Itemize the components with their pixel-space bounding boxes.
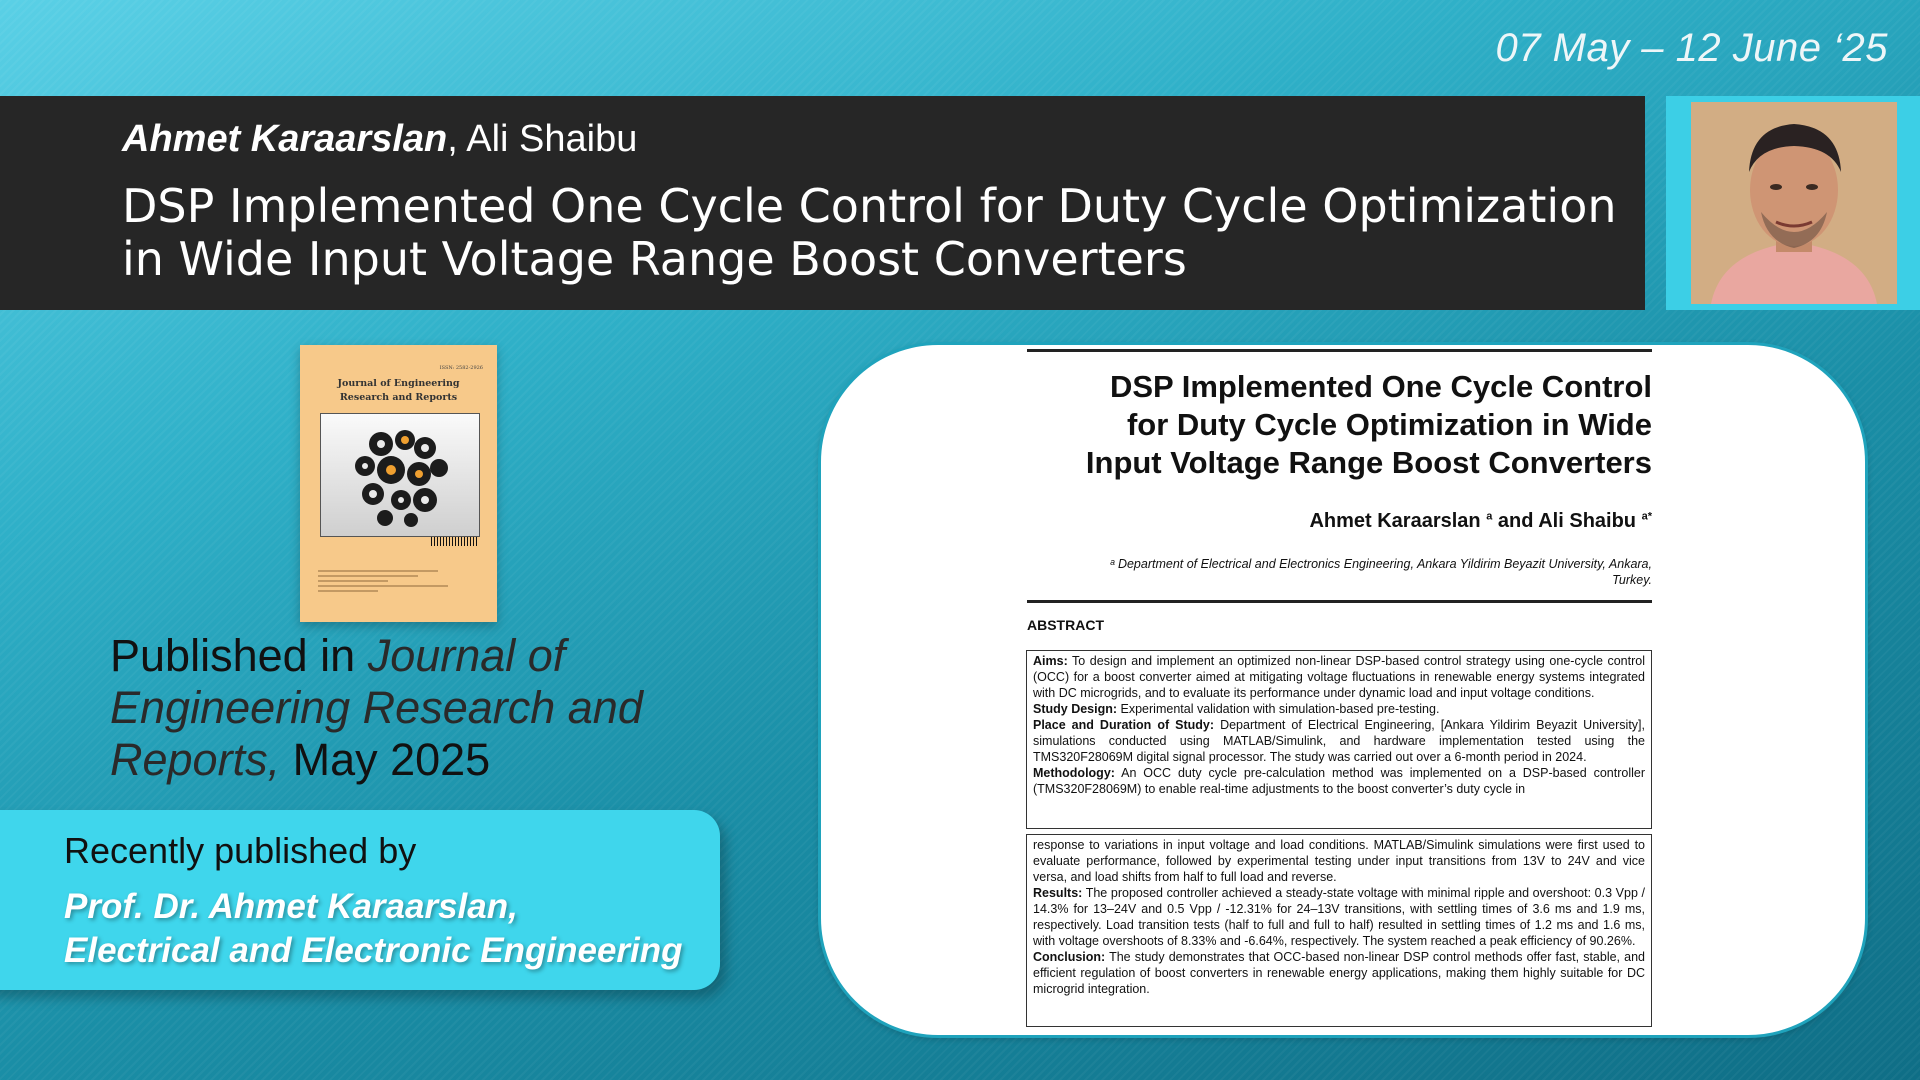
cover-issn: ISSN: 2582-2926 xyxy=(439,365,483,371)
lead-author: Ahmet Karaarslan xyxy=(122,118,448,160)
cover-fine-print xyxy=(318,570,458,595)
barcode xyxy=(431,537,477,546)
paper-authors: Ahmet Karaarslan $^a$ and Ali Shaibu $^{a*}$ xyxy=(1309,510,1652,532)
abstract-place: Place and Duration of Study: Department of Electrical Engineering, [Ankara Yildirim Beyazit University], simulations conducted using MATLAB/Simulink, and hardware implementation tested using the TMS320F28069M digital signal processor. The study was carried out over a 6-month period in 2024. xyxy=(1033,718,1645,764)
journal-name: Journal of Engineering Research and Reports, xyxy=(110,630,643,785)
slide-authors xyxy=(122,118,637,161)
abstract-box-2 xyxy=(1026,834,1652,1027)
journal-cover xyxy=(300,345,497,622)
paper-affiliation: ᵃ Department of Electrical and Electronics Engineering, Ankara Yildirim Beyazit University, Ankara, Turkey. xyxy=(1110,557,1652,587)
slide-title: DSP Implemented One Cycle Control for Duty Cycle Optimization in Wide Input Voltage Range Boost Converters xyxy=(122,179,1617,286)
recent-author: Prof. Dr. Ahmet Karaarslan, Electrical and Electronic Engineering xyxy=(64,887,683,970)
recent-label: Recently published by xyxy=(64,830,417,871)
paper-title: DSP Implemented One Cycle Control for Duty Cycle Optimization in Wide Input Voltage Range Boost Converters xyxy=(1085,369,1652,480)
paper-mid-rule xyxy=(1027,600,1652,603)
cover-journal-title: Journal of Engineering Research and Reports xyxy=(337,378,460,403)
gears-image xyxy=(320,413,480,537)
abstract-methodology-cont: response to variations in input voltage and load conditions. MATLAB/Simulink simulations were first used to evaluate performance, followed by experimental testing under input transitions from 13V to 24V and vice versa, and load shifts from half to full load and reverse. xyxy=(1033,838,1645,884)
published-in: Published in Journal of Engineering Research and Reports, May 2025 xyxy=(110,630,643,785)
abstract-methodology: Methodology: An OCC duty cycle pre-calculation method was implemented on a DSP-based controller (TMS320F28069M) to enable real-time adjustments to the boost converter’s duty cycle in xyxy=(1033,766,1645,796)
abstract-design: Study Design: Experimental validation with simulation-based pre-testing. xyxy=(1033,702,1440,716)
abstract-results: Results: The proposed controller achieved a steady-state voltage with minimal ripple and overshoot: 0.3 Vpp / 14.3% for 13–24V and 0.5 Vpp / -12.31% for 24–13V transitions, with settling times of 3.6 ms and 1.9 ms, respectively. Load transition tests (half to full and full to half) resulted in settling times of 1.2 ms and 1.6 ms, with voltage overshoots of 8.33% and -6.64%, respectively. The system reached a peak efficiency of 90.26%. xyxy=(1033,886,1645,948)
co-author: , Ali Shaibu xyxy=(447,118,638,160)
abstract-box-1 xyxy=(1026,650,1652,829)
author-photo xyxy=(1691,102,1897,304)
abstract-aims: Aims: To design and implement an optimized non-linear DSP-based control strategy using one-cycle control (OCC) for a boost converter aimed at mitigating voltage fluctuations in renewable energy systems integrated with DC microgrids, and to evaluate its performance under dynamic load and input voltage conditions. xyxy=(1033,654,1645,700)
paper-top-rule xyxy=(1027,349,1652,352)
date-range: 07 May – 12 June ‘25 xyxy=(1495,26,1888,70)
abstract-heading: ABSTRACT xyxy=(1027,617,1104,633)
abstract-conclusion: Conclusion: The study demonstrates that OCC-based non-linear DSP control methods offer fast, stable, and efficient regulation of boost converters in renewable energy applications, making them highly suitable for DC microgrid integration. xyxy=(1033,950,1645,996)
